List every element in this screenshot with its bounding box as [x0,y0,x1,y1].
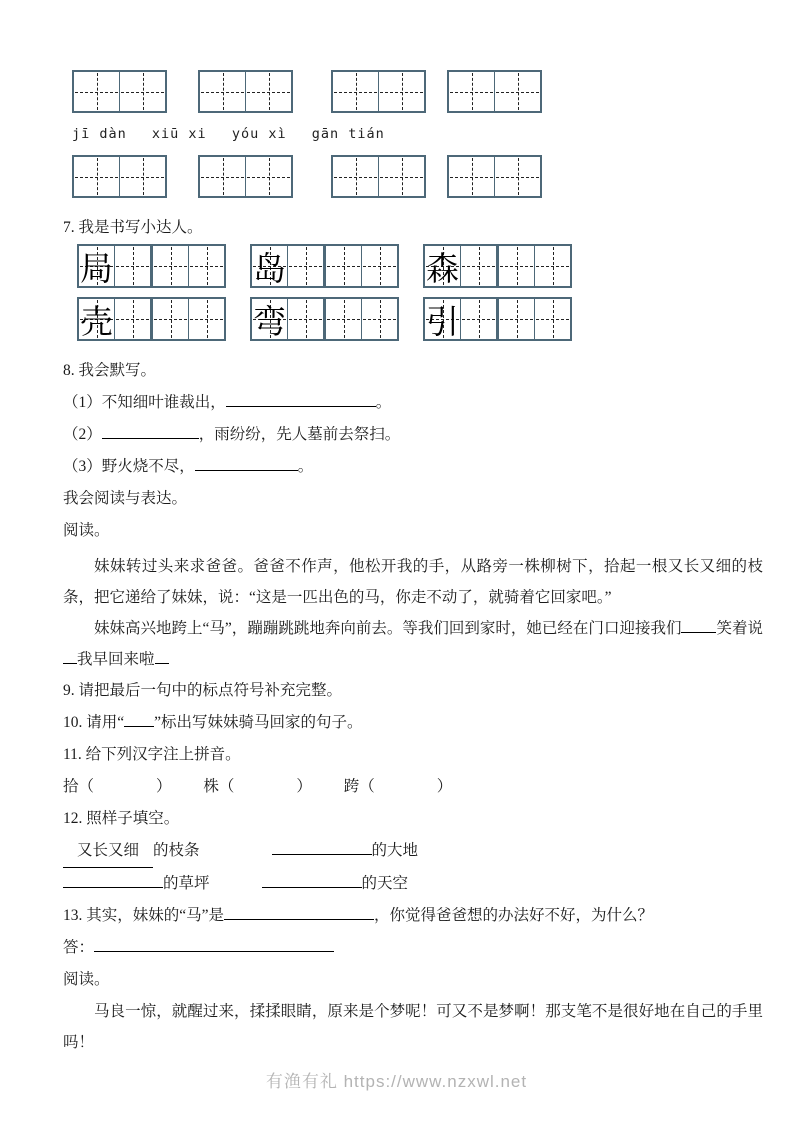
item-text: ，你觉得爸爸想的办法好不好，为什么？ [374,907,654,924]
writing-grid-box [198,70,293,113]
question-8-item-2 [63,419,763,451]
handwriting-grid-box [77,244,226,288]
reading-label-2: 阅读。 [63,971,110,988]
handwriting-grid-box [250,297,399,341]
writing-grid-cell [74,157,120,196]
question-8-item-1 [63,387,763,419]
writing-grid-cell [74,72,120,111]
practice-character: 弯 [253,304,286,341]
pinyin-bracket-item: 株（ ） [203,778,312,795]
writing-grid-cell [200,157,246,196]
answer-blank [262,872,362,888]
writing-grid-box [447,70,542,113]
writing-grid-cell [115,246,151,286]
practice-character: 森 [426,251,459,288]
question-12-title: 12. 照样子填空。 [63,810,180,827]
reading-paragraph-3: 马良一惊，就醒过来，揉揉眼睛，原来是个梦呢！可又不是梦啊！那支笔不是很好地在自己的手里吗！ [63,1003,763,1051]
writing-grid-cell [535,299,570,339]
answer-blank [195,455,298,471]
punctuation-blank [63,648,77,664]
writing-grid-cell [246,72,291,111]
answer-blank [224,904,374,920]
writing-grid-cell [246,157,291,196]
writing-grid-cell [333,157,379,196]
paragraph-text: 我早回来啦 [77,651,155,668]
writing-grid-box [447,155,542,198]
writing-grid-box [72,70,167,113]
writing-grid-cell [379,72,424,111]
footer-watermark: 有渔有礼 https://www.nzxwl.net [265,1072,528,1091]
item-text: 13. 其实，妹妹的“马”是 [63,907,225,924]
section-header: 我会阅读与表达。 [63,490,188,507]
writing-grid-box [331,155,426,198]
handwriting-grid-box [250,244,399,288]
writing-grid-cell [151,246,189,286]
writing-grid-cell [535,246,570,286]
handwriting-grid-box [423,297,572,341]
reading-label-1: 阅读。 [63,522,110,539]
handwriting-grid-box [77,297,226,341]
pinyin-word: jī dàn [72,126,127,142]
item-text: 的大地 [371,842,419,859]
handwriting-grid-row-1 [77,244,763,288]
handwriting-grid-row-2 [77,297,763,341]
item-text: 的草坪 [163,875,210,892]
item-text: （2） [63,426,102,443]
answer-label: 答： [63,939,95,956]
item-text: 。 [297,458,314,475]
writing-grid-cell [449,72,495,111]
reading-paragraph-1: 妹妹转过头来求爸爸。爸爸不作声，他松开我的手，从路旁一株柳树下，拾起一根又长又细的枝条，把它递给了妹妹，说：“这是一匹出色的马，你走不动了，就骑着它回家吧。” [63,558,763,606]
question-12-row-2 [63,868,763,900]
writing-grid-cell [252,299,288,339]
question-8-item-3 [63,451,763,483]
question-10-title [63,707,763,739]
question-9-title: 9. 请把最后一句中的标点符号补充完整。 [63,682,343,699]
practice-character: 壳 [80,304,113,341]
item-text: 的天空 [361,875,409,892]
writing-grid-cell [200,72,246,111]
writing-grid-cell [288,299,324,339]
writing-grid-cell [120,157,165,196]
mark-line-blank [124,711,154,727]
item-text: ，雨纷纷，先人墓前去祭扫。 [198,426,401,443]
example-answer: 又长又细 [63,835,153,868]
practice-character: 岛 [253,251,286,288]
question-11-title: 11. 给下列汉字注上拼音。 [63,746,241,763]
question-11-items [63,771,763,803]
writing-grid-cell [425,246,461,286]
writing-grid-cell [495,72,540,111]
practice-character: 引 [426,304,459,341]
writing-grid-cell [461,299,497,339]
writing-grid-cell [379,157,424,196]
handwriting-grid-box [423,244,572,288]
writing-grid-cell [497,246,535,286]
punctuation-blank [155,648,169,664]
practice-character: 局 [80,251,113,288]
reading-paragraph-2 [63,613,763,675]
item-text: 10. 请用“ [63,714,125,731]
writing-grid-cell [189,246,224,286]
answer-blank [226,391,376,407]
writing-grid-cell [449,157,495,196]
writing-grid-box [331,70,426,113]
pinyin-word: yóu xì [231,126,287,142]
pinyin-line [72,126,763,142]
writing-grid-cell [362,246,397,286]
question-8-title: 8. 我会默写。 [63,362,157,379]
punctuation-blank [681,617,716,633]
question-12-row-1 [63,835,763,868]
writing-grid-cell [288,246,324,286]
writing-grid-cell [324,246,362,286]
writing-grid-cell [362,299,397,339]
pinyin-word: gān tián [311,126,385,142]
question-13-title [63,900,763,932]
item-text: ”标出写妹妹骑马回家的句子。 [154,714,363,731]
answer-blank [63,872,163,888]
question-13-answer-line [63,932,763,964]
writing-grid-box [198,155,293,198]
item-text: （3）野火烧不尽， [63,458,195,475]
answer-blank [94,936,334,952]
writing-grid-cell [252,246,288,286]
pinyin-bracket-item: 跨（ ） [343,778,453,795]
answer-blank [102,423,199,439]
question-7-title: 7. 我是书写小达人。 [63,219,203,236]
writing-grid-row-1 [72,70,763,113]
writing-grid-cell [120,72,165,111]
item-text: 。 [375,394,392,411]
writing-grid-cell [151,299,189,339]
paragraph-text: 妹妹高兴地跨上“马”，蹦蹦跳跳地奔向前去。等我们回到家时，她已经在门口迎接我们 [94,620,682,637]
writing-grid-cell [425,299,461,339]
item-text: （1）不知细叶谁裁出， [63,394,226,411]
writing-grid-cell [495,157,540,196]
answer-blank [272,839,372,855]
paragraph-text: 笑着说 [716,620,763,637]
writing-grid-cell [115,299,151,339]
writing-grid-cell [497,299,535,339]
pinyin-bracket-item: 拾（ ） [63,778,172,795]
writing-grid-box [72,155,167,198]
item-text: 的枝条 [153,842,200,859]
writing-grid-cell [324,299,362,339]
writing-grid-row-2 [72,155,763,198]
writing-grid-cell [333,72,379,111]
writing-grid-cell [79,299,115,339]
pinyin-word: xiū xi [151,126,207,142]
writing-grid-cell [461,246,497,286]
writing-grid-cell [79,246,115,286]
writing-grid-cell [189,299,224,339]
